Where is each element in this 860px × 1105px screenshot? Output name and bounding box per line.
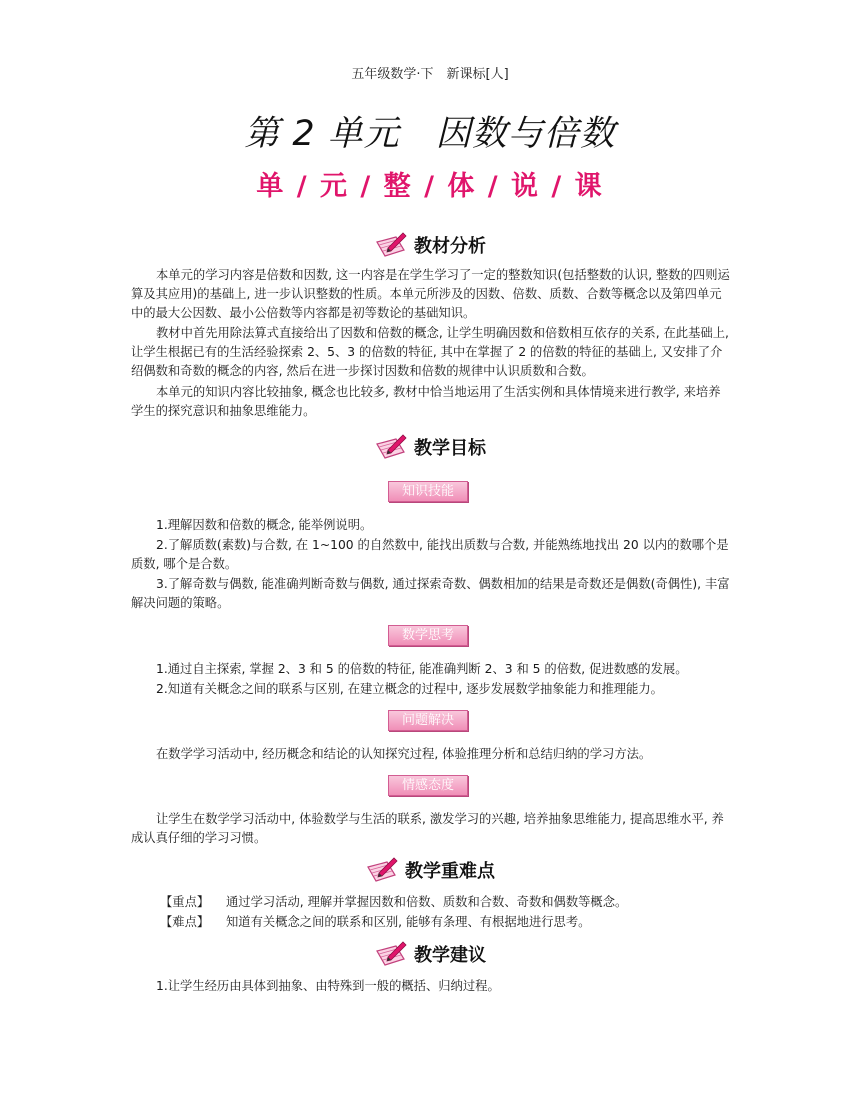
- section-heading-label: 教学重难点: [405, 861, 495, 882]
- section-heading-key-points: [0, 853, 860, 887]
- analysis-paragraph: 本单元的知识内容比较抽象, 概念也比较多, 教材中恰当地运用了生活实例和具体情境来进行教学, 来培养学生的探究意识和抽象思维能力。: [131, 385, 721, 418]
- running-header: 五年级数学·下 新课标[人]: [351, 67, 509, 82]
- section-heading-label: 教学目标: [414, 438, 486, 459]
- difficulty-point: [160, 913, 740, 932]
- focus-text: 通过学习活动, 理解并掌握因数和倍数、质数和合数、奇数和偶数等概念。: [226, 895, 628, 909]
- goal-item: 2.了解质数(素数)与合数, 在 1~100 的自然数中, 能找出质数与合数, 并能熟练地找出 20 以内的数哪个是质数, 哪个是合数。: [131, 538, 729, 571]
- goal-text: 让学生在数学学习活动中, 体验数学与生活的联系, 激发学习的兴趣, 培养抽象思维能力, 提高思维水平, 养成认真仔细的学习习惯。: [131, 812, 724, 845]
- focus-point: [160, 893, 740, 912]
- section-heading-label: 教学建议: [414, 945, 486, 966]
- pencil-notebook-icon: [374, 432, 408, 462]
- goal-item: 1.理解因数和倍数的概念, 能举例说明。: [156, 518, 373, 532]
- difficulty-text: 知道有关概念之间的联系和区别, 能够有条理、有根据地进行思考。: [226, 915, 591, 929]
- difficulty-label: 【难点】: [160, 915, 210, 929]
- unit-subtitle: 单 / 元 / 整 / 体 / 说 / 课: [256, 171, 604, 202]
- tag-knowledge: 知识技能: [388, 481, 468, 502]
- tag-thinking: 数学思考: [388, 625, 468, 646]
- section-heading-suggestions: [0, 937, 860, 971]
- pencil-notebook-icon: [374, 939, 408, 969]
- tag-problem: 问题解决: [388, 710, 468, 731]
- analysis-paragraph: 教材中首先用除法算式直接给出了因数和倍数的概念, 让学生明确因数和倍数相互依存的关系, 在此基础上, 让学生根据已有的生活经验探索 2、5、3 的倍数的特征, 其中在掌握了 2 的倍数的特征的基础上, 又安排了介绍偶数和奇数的概念的内容, 然后在进一步探讨因数和倍数的规律中认识质数和合数。: [131, 326, 729, 378]
- goal-item: 3.了解奇数与偶数, 能准确判断奇数与偶数, 通过探索奇数、偶数相加的结果是奇数还是偶数(奇偶性), 丰富解决问题的策略。: [131, 577, 730, 610]
- pencil-notebook-icon: [374, 230, 408, 260]
- section-heading-goals: [0, 430, 860, 464]
- goal-text: 在数学学习活动中, 经历概念和结论的认知探究过程, 体验推理分析和总结归纳的学习方法。: [156, 747, 652, 761]
- tag-attitude: 情感态度: [388, 775, 468, 796]
- suggestion-item: 1.让学生经历由具体到抽象、由特殊到一般的概括、归纳过程。: [156, 979, 500, 993]
- focus-label: 【重点】: [160, 895, 210, 909]
- goal-item: 2.知道有关概念之间的联系与区别, 在建立概念的过程中, 逐步发展数学抽象能力和推理能力。: [156, 682, 663, 696]
- goal-item: 1.通过自主探索, 掌握 2、3 和 5 的倍数的特征, 能准确判断 2、3 和 5 的倍数, 促进数感的发展。: [156, 662, 688, 676]
- section-heading-label: 教材分析: [414, 236, 486, 257]
- unit-title: 第 2 单元 因数与倍数: [244, 114, 616, 154]
- section-heading-analysis: [0, 228, 860, 262]
- analysis-paragraph: 本单元的学习内容是倍数和因数, 这一内容是在学生学习了一定的整数知识(包括整数的认识, 整数的四则运算及其应用)的基础上, 进一步认识整数的性质。本单元所涉及的因数、倍数、质数、合数等概念以及第四单元中的最大公因数、最小公倍数等内容都是初等数论的基础知识。: [131, 268, 730, 320]
- pencil-notebook-icon: [365, 855, 399, 885]
